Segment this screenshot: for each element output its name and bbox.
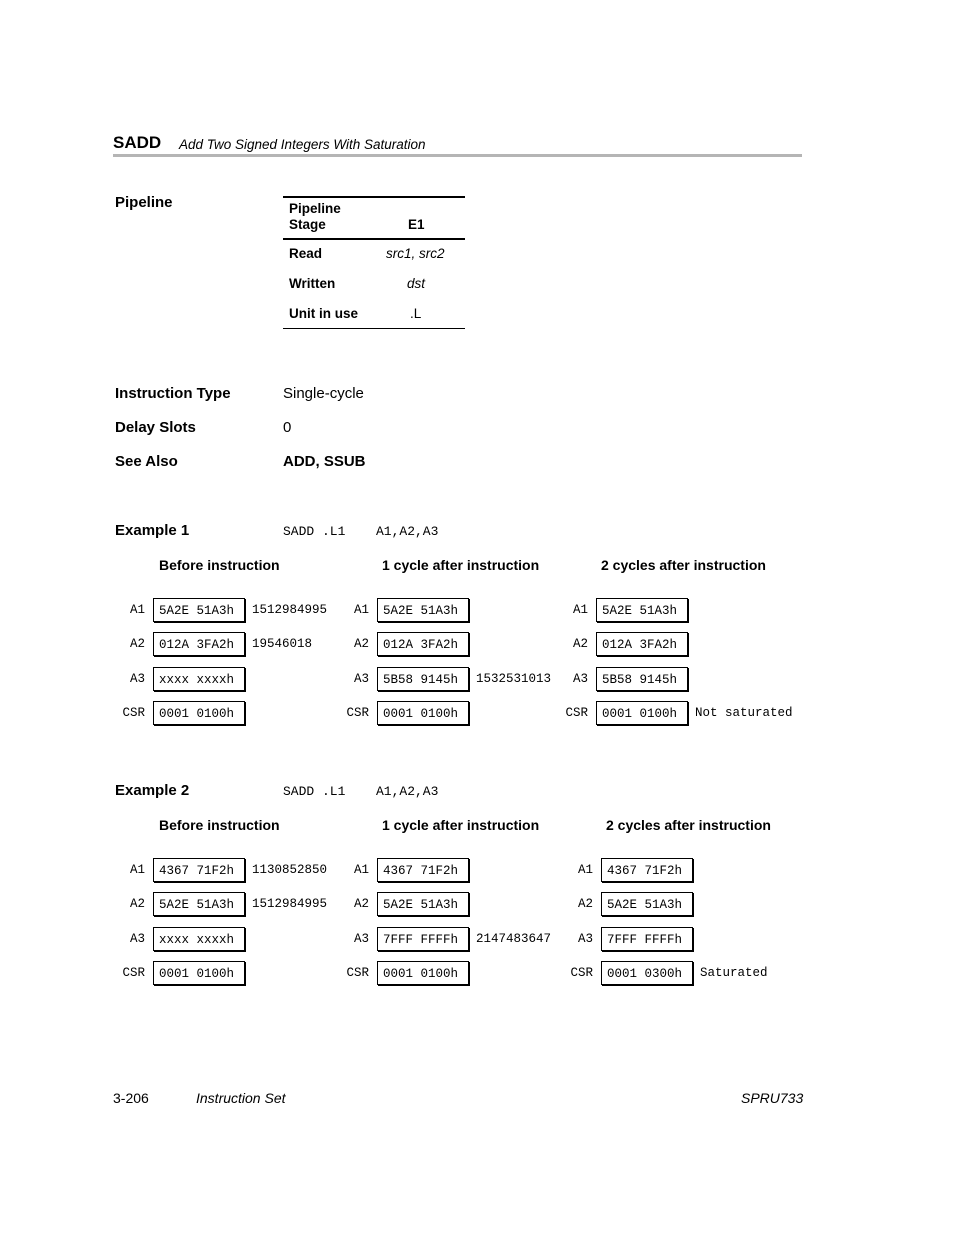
delay-slots-label: Delay Slots — [115, 419, 196, 436]
col-e1: E1 — [408, 217, 425, 232]
footer-section: Instruction Set — [196, 1090, 286, 1106]
register-label: CSR — [346, 966, 369, 980]
register-value-box: 7FFF FFFFh — [377, 927, 469, 951]
table-mid-rule — [283, 238, 465, 240]
register-note: Saturated — [700, 966, 768, 980]
row-stage-written: Written — [289, 276, 336, 291]
register-note: 1512984995 — [252, 603, 328, 617]
row-e1-written: dst — [407, 276, 426, 291]
register-value-box: 0001 0100h — [596, 701, 688, 725]
table-top-rule — [283, 196, 465, 198]
register-note: 19546018 — [252, 637, 313, 651]
register-value-box: 012A 3FA2h — [596, 632, 688, 656]
instruction-type-value: Single-cycle — [283, 385, 364, 402]
column-heading: 1 cycle after instruction — [382, 557, 540, 573]
register-note: 1130852850 — [252, 863, 328, 877]
column-heading: 2 cycles after instruction — [601, 557, 766, 573]
table-bottom-rule — [283, 328, 465, 329]
column-heading: 2 cycles after instruction — [606, 817, 771, 833]
register-label: A2 — [129, 637, 145, 651]
column-heading: Before instruction — [159, 817, 280, 833]
register-label: A2 — [129, 897, 145, 911]
see-also-value: ADD, SSUB — [283, 453, 366, 470]
register-label: CSR — [122, 966, 145, 980]
row-stage-unit: Unit in use — [289, 306, 359, 321]
pipeline-label: Pipeline — [115, 194, 173, 211]
example-label: Example 1 — [115, 522, 190, 539]
register-value-box: 5A2E 51A3h — [153, 598, 245, 622]
register-label: A2 — [577, 897, 593, 911]
delay-slots-value: 0 — [283, 419, 292, 436]
register-note: 1532531013 — [476, 672, 552, 686]
register-value-box: 5B58 9145h — [596, 667, 688, 691]
row-stage-read: Read — [289, 246, 323, 261]
see-also-label: See Also — [115, 453, 178, 470]
register-value-box: 0001 0100h — [377, 961, 469, 985]
row-e1-read: src1, src2 — [386, 246, 445, 261]
example-label: Example 2 — [115, 782, 190, 799]
register-value-box: 0001 0100h — [153, 701, 245, 725]
example-code-args: A1,A2,A3 — [376, 524, 439, 539]
register-value-box: 0001 0300h — [601, 961, 693, 985]
instruction-mnemonic: SADD — [113, 133, 162, 152]
register-value-box: 7FFF FFFFh — [601, 927, 693, 951]
register-value-box: 5A2E 51A3h — [153, 892, 245, 916]
header-rule — [113, 154, 802, 157]
row-e1-unit: .L — [410, 306, 422, 321]
register-label: A1 — [577, 863, 593, 877]
register-value-box: 5A2E 51A3h — [596, 598, 688, 622]
register-value-box: xxxx xxxxh — [153, 927, 245, 951]
example-code-op: SADD .L1 — [283, 524, 346, 539]
register-label: A3 — [353, 932, 369, 946]
register-label: A1 — [129, 863, 145, 877]
register-value-box: 5B58 9145h — [377, 667, 469, 691]
register-note: Not saturated — [695, 706, 793, 720]
instruction-type-label: Instruction Type — [115, 385, 231, 402]
register-label: A1 — [129, 603, 145, 617]
register-value-box: 5A2E 51A3h — [377, 892, 469, 916]
register-value-box: 012A 3FA2h — [153, 632, 245, 656]
register-label: CSR — [122, 706, 145, 720]
register-label: A1 — [353, 603, 369, 617]
example-code-args: A1,A2,A3 — [376, 784, 439, 799]
register-note: 2147483647 — [476, 932, 552, 946]
register-value-box: 4367 71F2h — [601, 858, 693, 882]
page-number: 3-206 — [113, 1090, 149, 1106]
register-label: CSR — [346, 706, 369, 720]
example-code-op: SADD .L1 — [283, 784, 346, 799]
register-label: A3 — [577, 932, 593, 946]
register-value-box: 0001 0100h — [377, 701, 469, 725]
register-label: A3 — [129, 672, 145, 686]
footer-doc-id: SPRU733 — [741, 1090, 804, 1106]
register-value-box: 4367 71F2h — [377, 858, 469, 882]
register-note: 1512984995 — [252, 897, 328, 911]
instruction-description: Add Two Signed Integers With Saturation — [179, 137, 426, 152]
register-label: A3 — [129, 932, 145, 946]
register-value-box: 5A2E 51A3h — [601, 892, 693, 916]
register-label: A2 — [353, 897, 369, 911]
col-stage-line1: Pipeline — [289, 201, 341, 216]
register-label: A3 — [353, 672, 369, 686]
column-heading: 1 cycle after instruction — [382, 817, 540, 833]
register-label: A3 — [572, 672, 588, 686]
register-label: CSR — [565, 706, 588, 720]
register-value-box: 5A2E 51A3h — [377, 598, 469, 622]
register-value-box: 012A 3FA2h — [377, 632, 469, 656]
col-stage-line2: Stage — [289, 217, 326, 232]
register-label: A1 — [572, 603, 588, 617]
register-label: A2 — [353, 637, 369, 651]
column-heading: Before instruction — [159, 557, 280, 573]
register-label: CSR — [570, 966, 593, 980]
register-label: A1 — [353, 863, 369, 877]
register-value-box: xxxx xxxxh — [153, 667, 245, 691]
register-value-box: 4367 71F2h — [153, 858, 245, 882]
register-value-box: 0001 0100h — [153, 961, 245, 985]
register-label: A2 — [572, 637, 588, 651]
